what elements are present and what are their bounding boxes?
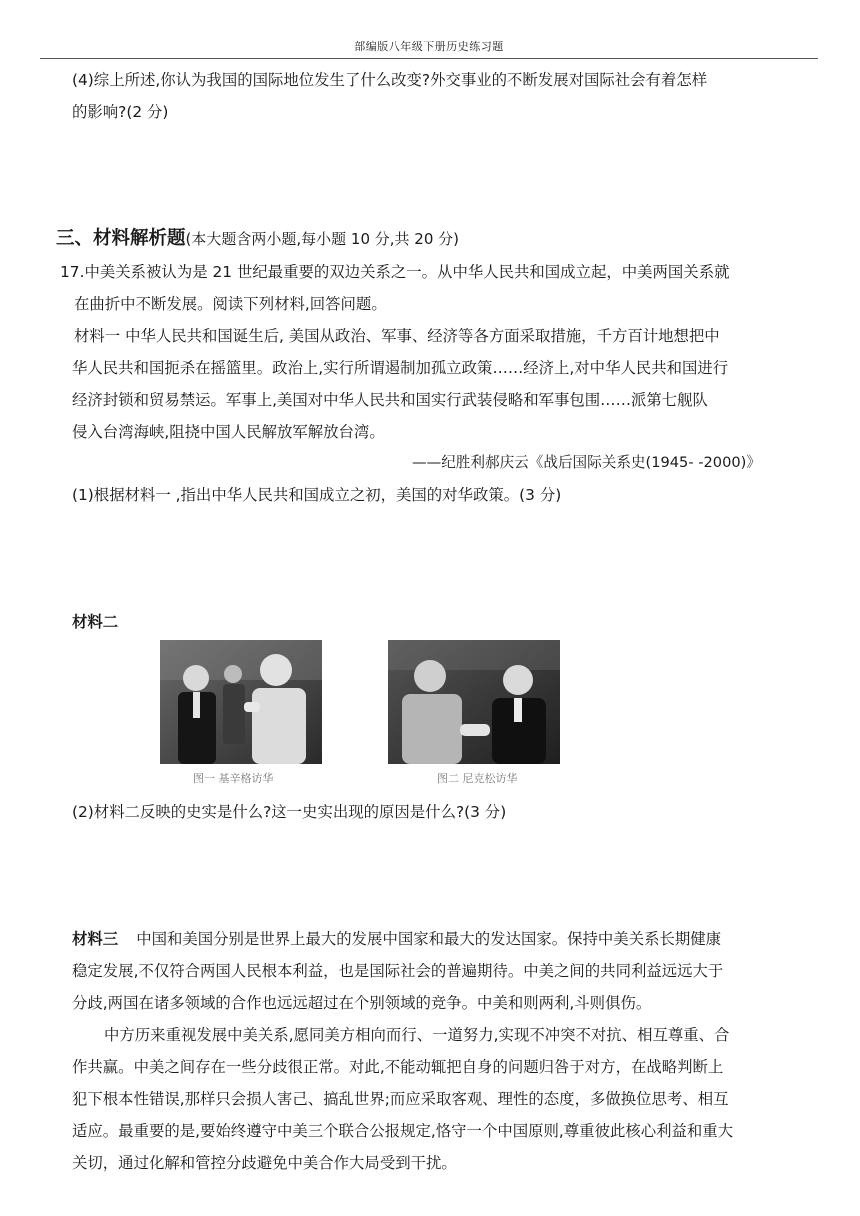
material3-line-3: 分歧,两国在诸多领域的合作也远远超过在个别领域的竞争。中美和则两利,斗则俱伤。 xyxy=(72,994,652,1012)
q17-question-2: (2)材料二反映的史实是什么?这一史实出现的原因是什么?(3 分) xyxy=(72,803,507,821)
photo1-caption: 图一 基辛格访华 xyxy=(193,772,274,785)
material3-line-1-text: 中国和美国分别是世界上最大的发展中国家和最大的发达国家。保持中美关系长期健康 xyxy=(136,930,722,948)
material1-line-4: 侵入台湾海峡,阻挠中国人民解放军解放台湾。 xyxy=(72,423,385,441)
photo2-caption: 图二 尼克松访华 xyxy=(437,772,518,785)
material3-line-2: 稳定发展,不仅符合两国人民根本利益，也是国际社会的普遍期待。中美之间的共同利益远远大于 xyxy=(72,962,724,980)
section3-note: (本大题含两小题,每小题 10 分,共 20 分) xyxy=(185,230,460,248)
material3-line-6: 犯下根本性错误,那样只会损人害己、搞乱世界;而应采取客观、理性的态度，多做换位思考、相互 xyxy=(72,1090,729,1108)
material1-line-1: 材料一 中华人民共和国诞生后, 美国从政治、军事、经济等各方面采取措施，千方百计地想把中 xyxy=(74,327,720,345)
material3-line-1 xyxy=(72,929,721,949)
q4-line-1: (4)综上所述,你认为我国的国际地位发生了什么改变?外交事业的不断发展对国际社会有着怎样 xyxy=(72,71,708,89)
q17-intro-2: 在曲折中不断发展。阅读下列材料,回答问题。 xyxy=(74,295,387,313)
material1-source: ——纪胜利郝庆云《战后国际关系史(1945- -2000)》 xyxy=(412,454,761,471)
material3-line-4: 中方历来重视发展中美关系,愿同美方相向而行、一道努力,实现不冲突不对抗、相互尊重、合 xyxy=(104,1026,730,1044)
material1-line-3: 经济封锁和贸易禁运。军事上,美国对中华人民共和国实行武装侵略和军事包围……派第七舰队 xyxy=(72,391,708,409)
section3-title: 三、材料解析题 xyxy=(56,228,186,249)
q17-question-1: (1)根据材料一 ,指出中华人民共和国成立之初，美国的对华政策。(3 分) xyxy=(72,486,562,504)
material3-line-7: 适应。最重要的是,要始终遵守中美三个联合公报规定,恪守一个中国原则,尊重彼此核心利益和重大 xyxy=(72,1122,734,1140)
header-divider xyxy=(40,58,818,59)
photo-nixon-visit xyxy=(388,640,560,764)
material2-label: 材料二 xyxy=(72,613,119,631)
section3-heading xyxy=(56,229,459,249)
material3-line-8: 关切，通过化解和管控分歧避免中美合作大局受到干扰。 xyxy=(72,1154,457,1172)
material1-line-2: 华人民共和国扼杀在摇篮里。政治上,实行所谓遏制加孤立政策……经济上,对中华人民共和国进行 xyxy=(72,359,729,377)
material3-line-5: 作共赢。中美之间存在一些分歧很正常。对此,不能动辄把自身的问题归咎于对方，在战略判断上 xyxy=(72,1058,724,1076)
photo-kissinger-visit xyxy=(160,640,322,764)
q17-intro-1: 17.中美关系被认为是 21 世纪最重要的双边关系之一。从中华人民共和国成立起，中美两国关系就 xyxy=(60,263,730,281)
page-header: 部编版八年级下册历史练习题 xyxy=(354,40,504,53)
q4-line-2: 的影响?(2 分) xyxy=(72,103,169,121)
material3-label: 材料三 xyxy=(72,930,119,948)
